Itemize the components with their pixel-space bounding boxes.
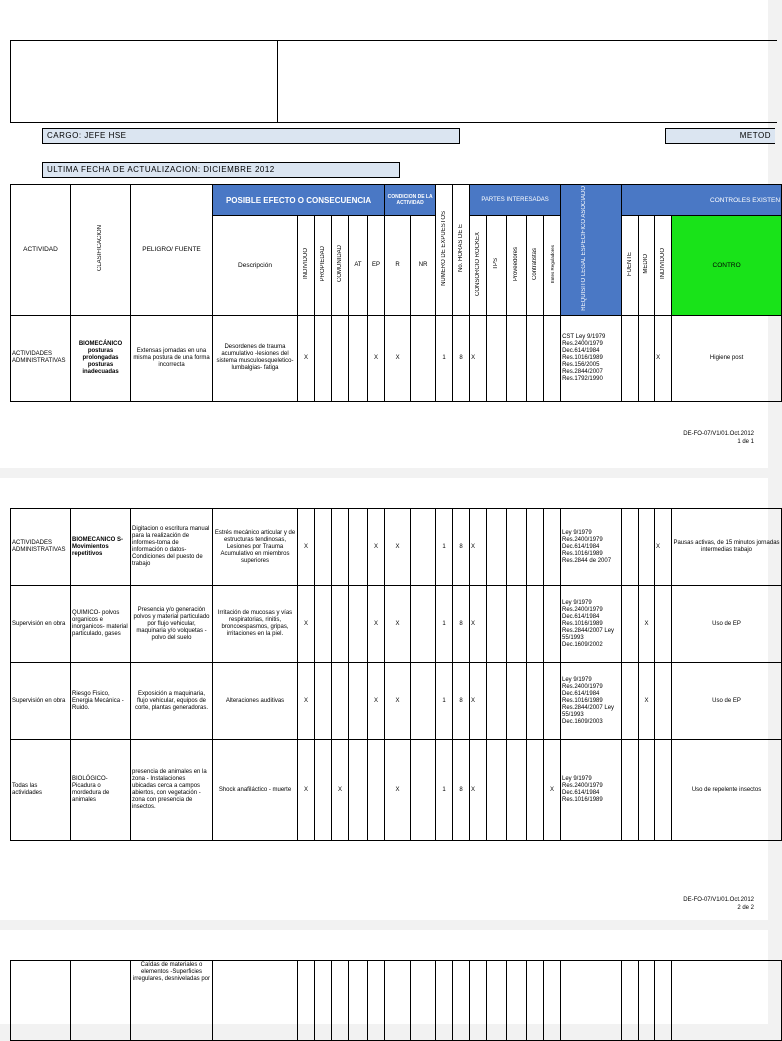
cell-at: [349, 509, 368, 586]
cell-ep: X: [368, 663, 385, 740]
cell-propiedad: [315, 315, 332, 401]
header-horas-cell: [453, 185, 470, 316]
cell-descripcion: Shock anafiláctico - muerte: [213, 740, 298, 841]
header-comunidad-cell: [332, 216, 349, 315]
header-comunidad: COMUNIDAD: [336, 245, 343, 283]
cell-expuestos: 1: [436, 315, 453, 401]
cell-medio: X: [639, 663, 655, 740]
document-page-1: [0, 0, 781, 468]
cell-actividad: Supervisión en obra: [11, 586, 71, 663]
table-row: [11, 663, 782, 740]
cell-consorcio: X: [470, 315, 487, 401]
cell-control: Uso de EP: [672, 663, 782, 740]
cell-consorcio: X: [470, 740, 487, 841]
cell-horas: 8: [453, 586, 470, 663]
header-nr: NR: [411, 216, 436, 315]
cell-expuestos: 1: [436, 740, 453, 841]
cell-nr: [411, 315, 436, 401]
header-individuo-cell: [298, 216, 315, 315]
header-horas: No. HORAS DE E: [457, 224, 464, 273]
cell-fuente: [622, 586, 639, 663]
cell-medio: [639, 509, 655, 586]
cell-individuo2: [655, 586, 672, 663]
cell-requisito: Ley 9/1979 Res.2400/1979 Dec.614/1984 Res.1016/1989: [561, 740, 622, 841]
cell-horas: 8: [453, 509, 470, 586]
document-page-2: [0, 478, 780, 920]
cell-r: X: [385, 663, 411, 740]
cell-actividad: [11, 961, 71, 1041]
cell-clasificacion: BIOMECANICO S- Movimientos repetitivos: [71, 509, 131, 586]
cell-expuestos: 1: [436, 509, 453, 586]
cell-tps: [487, 586, 507, 663]
cell-contratistas: [527, 586, 544, 663]
cell-clasificacion: [71, 961, 131, 1041]
cell-fuente: [622, 740, 639, 841]
header-medio-cell: [639, 216, 655, 315]
cell-nr: [411, 663, 436, 740]
header-descripcion: Descripción: [213, 216, 298, 315]
header-individuo2-cell: [655, 216, 672, 315]
cell-comunidad: [332, 663, 349, 740]
cell-entes: [544, 663, 561, 740]
header-clasificacion: CLASIFICACION: [97, 225, 103, 272]
cell-control: Uso de EP: [672, 586, 782, 663]
cell-actividad: Todas las actividades: [11, 740, 71, 841]
cell-descripcion: Estrés mecánico articular y de estructuras tendinosas, Lesiones por Trauma Acumulativo en miembros superiores: [213, 509, 298, 586]
cell-medio: X: [639, 586, 655, 663]
header-propiedad: PROPIEDAD: [319, 246, 326, 282]
cell-nr: [411, 509, 436, 586]
cell-descripcion: Irritación de mucosas y vías respiratorias, rinitis, broncoespasmos, gripas, irritaciones en la piel.: [213, 586, 298, 663]
table-row: [11, 961, 782, 1041]
update-date-field: ULTIMA FECHA DE ACTUALIZACION: DICIEMBRE 2012: [42, 162, 400, 178]
cell-fuente: [622, 509, 639, 586]
cell-propiedad: [315, 586, 332, 663]
cell-comunidad: X: [332, 740, 349, 841]
header-consorcio-cell: [470, 216, 487, 315]
header-condicion: CONDICION DE LA ACTIVIDAD: [385, 185, 436, 216]
cell-contratistas: [527, 740, 544, 841]
cell-contratistas: [527, 315, 544, 401]
cell-entes: [544, 315, 561, 401]
cell-nr: [411, 586, 436, 663]
header-at: AT: [349, 216, 368, 315]
footer-1: [554, 430, 754, 446]
header-proveedores-cell: [507, 216, 527, 315]
cell-comunidad: [332, 315, 349, 401]
cell-control: Pausas activas, de 15 minutos jornadas intermedias trabajo: [672, 509, 782, 586]
metod-field: METOD: [665, 128, 775, 144]
cell-medio: [639, 315, 655, 401]
cell-at: [349, 586, 368, 663]
cell-fuente: [622, 315, 639, 401]
cell-r: X: [385, 740, 411, 841]
table-row: [11, 586, 782, 663]
cell-requisito: Ley 9/1979 Res.2400/1979 Dec.614/1984 Res.1016/1989 Res.2844 de 2007: [561, 509, 622, 586]
cell-clasificacion: QUIMICO- polvos organicos e inorganicos- material particulado, gases: [71, 586, 131, 663]
cell-proveedores: [507, 315, 527, 401]
header-contratistas: Contratistas: [531, 247, 538, 280]
header-requisito: REQUISITO LEGAL ESPECIFICO ASOCIADO: [581, 186, 588, 311]
header-controles: CONTROLES EXISTEN: [622, 185, 782, 216]
title-box: [277, 40, 777, 123]
cell-ep: [368, 740, 385, 841]
cell-individuo2: X: [655, 509, 672, 586]
header-individuo2: INDIVIDUO: [659, 248, 666, 280]
header-contratistas-cell: [527, 216, 544, 315]
cell-peligro: Presencia y/o generación polvos y material particulado por flujo vehicular, maquinaria y/o volquetas - polvo del suelo: [131, 586, 213, 663]
cell-proveedores: [507, 586, 527, 663]
cell-actividad: ACTIVIDADES ADMINISTRATIVAS: [11, 509, 71, 586]
cell-individuo: X: [298, 315, 315, 401]
cell-clasificacion: BIOLÓGICO- Picadura o mordedura de animales: [71, 740, 131, 841]
header-individuo: INDIVIDUO: [302, 248, 309, 280]
header-requisito-cell: [561, 185, 622, 316]
cell-propiedad: [315, 509, 332, 586]
cell-peligro: Digitacion o escritura manual para la realización de informes-toma de información o datos-Condiciones del puesto de trabajo: [131, 509, 213, 586]
cell-tps: [487, 509, 507, 586]
cell-descripcion: [213, 961, 298, 1041]
header-contro: CONTRO: [672, 216, 782, 315]
footer-page: 2 de 2: [737, 905, 754, 911]
cell-requisito: CST Ley 9/1979 Res.2400/1979 Dec.614/1984 Res.1016/1989 Res.156/2005 Res.2844/2007 Res.1792/1990: [561, 315, 622, 401]
header-entes-cell: [544, 216, 561, 315]
header-entes: Entes Reguladores: [549, 244, 555, 284]
cell-proveedores: [507, 663, 527, 740]
cell-peligro: Extensas jornadas en una misma postura de una forma incorrecta: [131, 315, 213, 401]
header-actividad: ACTIVIDAD: [11, 185, 71, 316]
cell-requisito: Ley 9/1979 Res.2400/1979 Dec.614/1984 Res.1016/1989 Res.2844/2007 Ley 55/1993 Dec.1609/2003: [561, 663, 622, 740]
risk-matrix-table: [10, 184, 782, 402]
cell-expuestos: 1: [436, 586, 453, 663]
table-row: [11, 315, 782, 401]
table-row: [11, 740, 782, 841]
cell-proveedores: [507, 740, 527, 841]
cell-tps: [487, 740, 507, 841]
header-proveedores: Proveedores: [513, 246, 520, 281]
cell-r: X: [385, 509, 411, 586]
cell-at: [349, 315, 368, 401]
cell-control: Uso de repelente insectos: [672, 740, 782, 841]
footer-page: 1 de 1: [737, 439, 754, 445]
cell-ep: X: [368, 586, 385, 663]
cell-individuo: X: [298, 586, 315, 663]
cargo-field: CARGO: JEFE HSE: [42, 128, 460, 144]
cell-peligro: Caídas de materiales o elementos -Superficies irregulares, desniveladas por: [131, 961, 213, 1041]
cell-peligro: Exposición a maquinaria, flujo vehicular, equipos de corte, plantas generadoras.: [131, 663, 213, 740]
cell-entes: [544, 509, 561, 586]
cell-comunidad: [332, 586, 349, 663]
header-tps-cell: [487, 216, 507, 315]
cell-propiedad: [315, 663, 332, 740]
cell-tps: [487, 663, 507, 740]
cell-entes: [544, 586, 561, 663]
cell-ep: X: [368, 509, 385, 586]
cell-comunidad: [332, 509, 349, 586]
cell-horas: 8: [453, 663, 470, 740]
header-propiedad-cell: [315, 216, 332, 315]
cell-actividad: ACTIVIDADES ADMINISTRATIVAS: [11, 315, 71, 401]
risk-matrix-table-3: [10, 960, 782, 1041]
cell-r: X: [385, 586, 411, 663]
cell-contratistas: [527, 509, 544, 586]
cell-clasificacion: Riesgo Fisico, Energia Mecánica - Ruido.: [71, 663, 131, 740]
header-ep: EP: [368, 216, 385, 315]
header-tps: TPS: [493, 258, 500, 270]
cell-at: [349, 740, 368, 841]
header-clasificacion-cell: [71, 185, 131, 316]
cell-fuente: [622, 663, 639, 740]
cell-r: X: [385, 315, 411, 401]
risk-matrix-table-2: [10, 508, 782, 841]
footer-code: DE-FO-07/V1/01.Oct.2012: [683, 897, 754, 903]
header-posible-efecto: POSIBLE EFECTO O CONSECUENCIA: [213, 185, 385, 216]
cell-at: [349, 663, 368, 740]
cell-control: Higiene post: [672, 315, 782, 401]
cell-individuo: X: [298, 509, 315, 586]
header-fuente-cell: [622, 216, 639, 315]
cell-entes: X: [544, 740, 561, 841]
cell-consorcio: X: [470, 586, 487, 663]
header-numero-expuestos: NUMERO DE EXPUESTOS: [440, 210, 447, 286]
cell-expuestos: 1: [436, 663, 453, 740]
cell-medio: [639, 740, 655, 841]
header-fuente: FUENTE: [626, 251, 633, 276]
header-consorcio: CONSORCIO ROCKEX: [474, 231, 481, 296]
header-peligro: PELIGRO/ FUENTE: [131, 185, 213, 316]
cell-requisito: Ley 9/1979 Res.2400/1979 Dec.614/1984 Res.1016/1989 Res.2844/2007 Ley 55/1993 Dec.1609/2002: [561, 586, 622, 663]
cell-descripcion: Desordenes de trauma acumulativo -lesiones del sistema musculoesqueletico-lumbalgias- fatiga: [213, 315, 298, 401]
cell-consorcio: X: [470, 509, 487, 586]
cell-individuo2: [655, 740, 672, 841]
cell-individuo: X: [298, 663, 315, 740]
cell-clasificacion: BIOMECÁNICO posturas prolongadas posturas inadecuadas: [71, 315, 131, 401]
logo-box: [10, 40, 278, 123]
header-r: R: [385, 216, 411, 315]
footer-2: [554, 896, 754, 912]
cell-individuo2: X: [655, 315, 672, 401]
cell-proveedores: [507, 509, 527, 586]
cell-descripcion: Alteraciones auditivas: [213, 663, 298, 740]
cell-individuo2: [655, 663, 672, 740]
cell-consorcio: X: [470, 663, 487, 740]
cell-contratistas: [527, 663, 544, 740]
cell-peligro: presencia de animales en la zona - Instalaciones ubicadas cerca a campos abiertos, con vegetación - zona con presencia de insectos.: [131, 740, 213, 841]
document-page-3: [0, 930, 768, 1024]
header-expuestos-cell: [436, 185, 453, 316]
table-row: [11, 509, 782, 586]
cell-ep: X: [368, 315, 385, 401]
cell-horas: 8: [453, 315, 470, 401]
cell-tps: [487, 315, 507, 401]
cell-horas: 8: [453, 740, 470, 841]
cell-actividad: Supervisión en obra: [11, 663, 71, 740]
footer-code: DE-FO-07/V1/01.Oct.2012: [683, 431, 754, 437]
cell-individuo: X: [298, 740, 315, 841]
cell-propiedad: [315, 740, 332, 841]
header-partes-interesadas: PARTES INTERESADAS: [470, 185, 561, 216]
header-medio: MEDIO: [643, 254, 650, 274]
cell-nr: [411, 740, 436, 841]
